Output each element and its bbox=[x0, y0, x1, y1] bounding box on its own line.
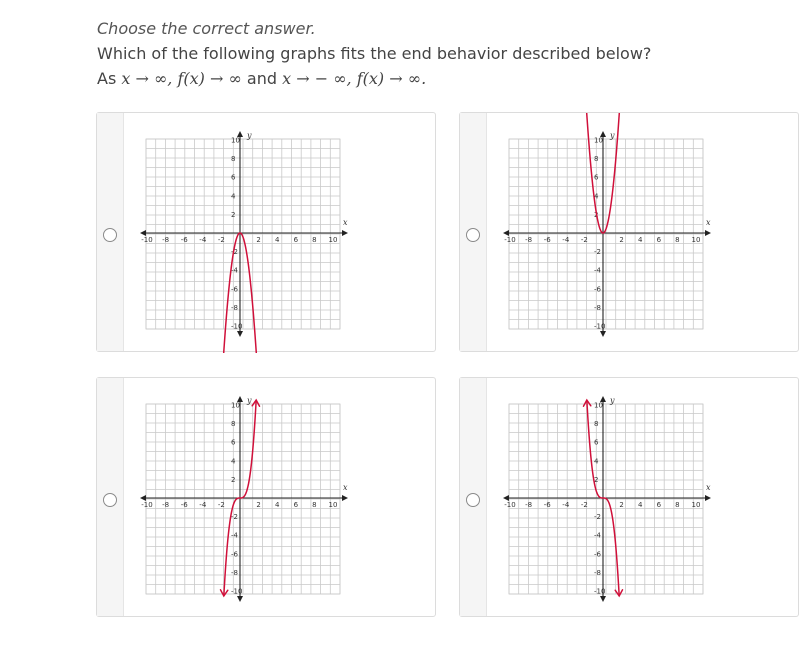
grid-lines bbox=[146, 136, 340, 329]
x-axis-arrow bbox=[705, 495, 711, 501]
y-tick-label: -8 bbox=[594, 303, 601, 312]
y-tick-label: -2 bbox=[594, 513, 601, 522]
x-tick-label: -6 bbox=[543, 236, 551, 244]
y-tick-label: 4 bbox=[594, 192, 599, 201]
y-tick-label: -8 bbox=[231, 303, 238, 312]
x-tick-label: 6 bbox=[656, 501, 662, 509]
x-tick-label: -8 bbox=[162, 501, 170, 509]
x-tick-label: -10 bbox=[141, 236, 153, 244]
x-tick-label: -4 bbox=[562, 236, 570, 244]
y-tick-label: -4 bbox=[231, 266, 238, 275]
condition-prefix: As bbox=[97, 69, 117, 88]
x-tick-label: -8 bbox=[162, 236, 170, 244]
x-axis-arrow bbox=[342, 495, 348, 501]
x-tick-label: -6 bbox=[180, 236, 188, 244]
x-tick-label: -2 bbox=[217, 501, 225, 509]
y-tick-label: 10 bbox=[231, 401, 240, 410]
answer-option-b[interactable] bbox=[459, 112, 799, 352]
y-tick-label: -6 bbox=[594, 285, 601, 294]
y-tick-label: 4 bbox=[594, 457, 599, 466]
condition-f-neg: f(x) → ∞. bbox=[356, 69, 427, 88]
y-tick-label: -10 bbox=[231, 322, 243, 331]
y-tick-label: 8 bbox=[594, 420, 599, 429]
end-behavior-condition bbox=[97, 69, 426, 88]
x-axis-label: x bbox=[706, 483, 711, 492]
x-tick-label: 6 bbox=[656, 236, 662, 244]
x-tick-label: -10 bbox=[504, 236, 516, 244]
radio-button[interactable] bbox=[103, 493, 117, 507]
y-tick-label: -6 bbox=[231, 550, 238, 559]
y-tick-label: 6 bbox=[231, 173, 236, 182]
x-tick-label: 6 bbox=[293, 236, 299, 244]
y-axis-arrow bbox=[600, 331, 606, 337]
y-tick-label: -6 bbox=[594, 550, 601, 559]
condition-x-neg: x → − ∞, bbox=[282, 69, 352, 88]
y-tick-label: -4 bbox=[594, 531, 601, 540]
y-axis-arrow bbox=[237, 331, 243, 337]
x-axis-label: x bbox=[343, 483, 348, 492]
x-axis-arrow bbox=[705, 230, 711, 236]
y-axis-arrow bbox=[237, 596, 243, 602]
y-tick-label: -10 bbox=[594, 587, 606, 596]
y-tick-label: 8 bbox=[231, 155, 236, 164]
x-tick-label: 10 bbox=[328, 236, 338, 244]
y-tick-label: 2 bbox=[594, 475, 599, 484]
x-tick-label: -4 bbox=[199, 501, 207, 509]
y-tick-label: 8 bbox=[231, 420, 236, 429]
graph-option-b bbox=[487, 113, 727, 353]
x-tick-label: -4 bbox=[562, 501, 570, 509]
radio-button[interactable] bbox=[103, 228, 117, 242]
x-tick-label: 4 bbox=[274, 236, 280, 244]
x-tick-label: 4 bbox=[637, 501, 643, 509]
y-tick-label: -8 bbox=[594, 568, 601, 577]
y-axis-arrow bbox=[600, 596, 606, 602]
instruction-text: Choose the correct answer. bbox=[97, 19, 316, 38]
x-tick-label: 2 bbox=[256, 501, 261, 509]
y-tick-label: 2 bbox=[594, 210, 599, 219]
y-tick-label: -10 bbox=[231, 587, 243, 596]
radio-button[interactable] bbox=[466, 228, 480, 242]
x-axis-label: x bbox=[343, 218, 348, 227]
x-tick-label: -10 bbox=[141, 501, 153, 509]
condition-x-pos: x → ∞, bbox=[121, 69, 173, 88]
graph-option-c bbox=[124, 378, 364, 618]
x-tick-label: -6 bbox=[543, 501, 551, 509]
y-tick-label: 6 bbox=[594, 173, 599, 182]
y-tick-label: -2 bbox=[231, 513, 238, 522]
x-tick-label: 8 bbox=[312, 236, 317, 244]
y-tick-label: 4 bbox=[231, 457, 236, 466]
x-tick-label: 10 bbox=[691, 501, 701, 509]
x-tick-label: -6 bbox=[180, 501, 188, 509]
y-tick-label: 2 bbox=[231, 475, 236, 484]
y-tick-label: 8 bbox=[594, 155, 599, 164]
x-tick-label: -2 bbox=[217, 236, 225, 244]
x-tick-label: -8 bbox=[525, 236, 533, 244]
y-tick-label: 4 bbox=[231, 192, 236, 201]
x-tick-label: 8 bbox=[675, 236, 680, 244]
grid-lines bbox=[509, 136, 703, 329]
y-tick-label: 6 bbox=[594, 438, 599, 447]
radio-button[interactable] bbox=[466, 493, 480, 507]
graph-option-a bbox=[124, 113, 364, 353]
y-tick-label: -4 bbox=[594, 266, 601, 275]
x-axis-label: x bbox=[706, 218, 711, 227]
answer-option-a[interactable] bbox=[96, 112, 436, 352]
x-tick-label: 2 bbox=[619, 501, 624, 509]
y-tick-label: 10 bbox=[594, 401, 603, 410]
x-tick-label: -2 bbox=[580, 501, 588, 509]
condition-f-pos: f(x) → ∞ bbox=[177, 69, 242, 88]
x-tick-label: 8 bbox=[312, 501, 317, 509]
x-tick-label: -10 bbox=[504, 501, 516, 509]
x-tick-label: 4 bbox=[637, 236, 643, 244]
x-tick-label: 8 bbox=[675, 501, 680, 509]
answer-option-c[interactable] bbox=[96, 377, 436, 617]
y-axis-label: y bbox=[247, 396, 252, 405]
y-tick-label: 6 bbox=[231, 438, 236, 447]
y-axis-label: y bbox=[610, 131, 615, 140]
answer-option-d[interactable] bbox=[459, 377, 799, 617]
y-tick-label: -10 bbox=[594, 322, 606, 331]
x-tick-label: -4 bbox=[199, 236, 207, 244]
x-tick-label: 6 bbox=[293, 501, 299, 509]
y-axis-label: y bbox=[247, 131, 252, 140]
x-tick-label: 2 bbox=[256, 236, 261, 244]
y-tick-label: -2 bbox=[594, 248, 601, 257]
x-tick-label: 2 bbox=[619, 236, 624, 244]
x-tick-label: -8 bbox=[525, 501, 533, 509]
graph-option-d bbox=[487, 378, 727, 618]
y-tick-label: 10 bbox=[594, 136, 603, 145]
x-tick-label: 10 bbox=[691, 236, 701, 244]
condition-and: and bbox=[246, 69, 278, 88]
x-axis-arrow bbox=[342, 230, 348, 236]
grid-lines bbox=[146, 401, 340, 594]
x-tick-label: -2 bbox=[580, 236, 588, 244]
y-tick-label: -8 bbox=[231, 568, 238, 577]
question-text: Which of the following graphs fits the end behavior described below? bbox=[97, 44, 652, 63]
y-tick-label: 2 bbox=[231, 210, 236, 219]
x-tick-label: 10 bbox=[328, 501, 338, 509]
y-tick-label: -6 bbox=[231, 285, 238, 294]
y-tick-label: 10 bbox=[231, 136, 240, 145]
y-tick-label: -2 bbox=[231, 248, 238, 257]
y-tick-label: -4 bbox=[231, 531, 238, 540]
x-tick-label: 4 bbox=[274, 501, 280, 509]
y-axis-label: y bbox=[610, 396, 615, 405]
